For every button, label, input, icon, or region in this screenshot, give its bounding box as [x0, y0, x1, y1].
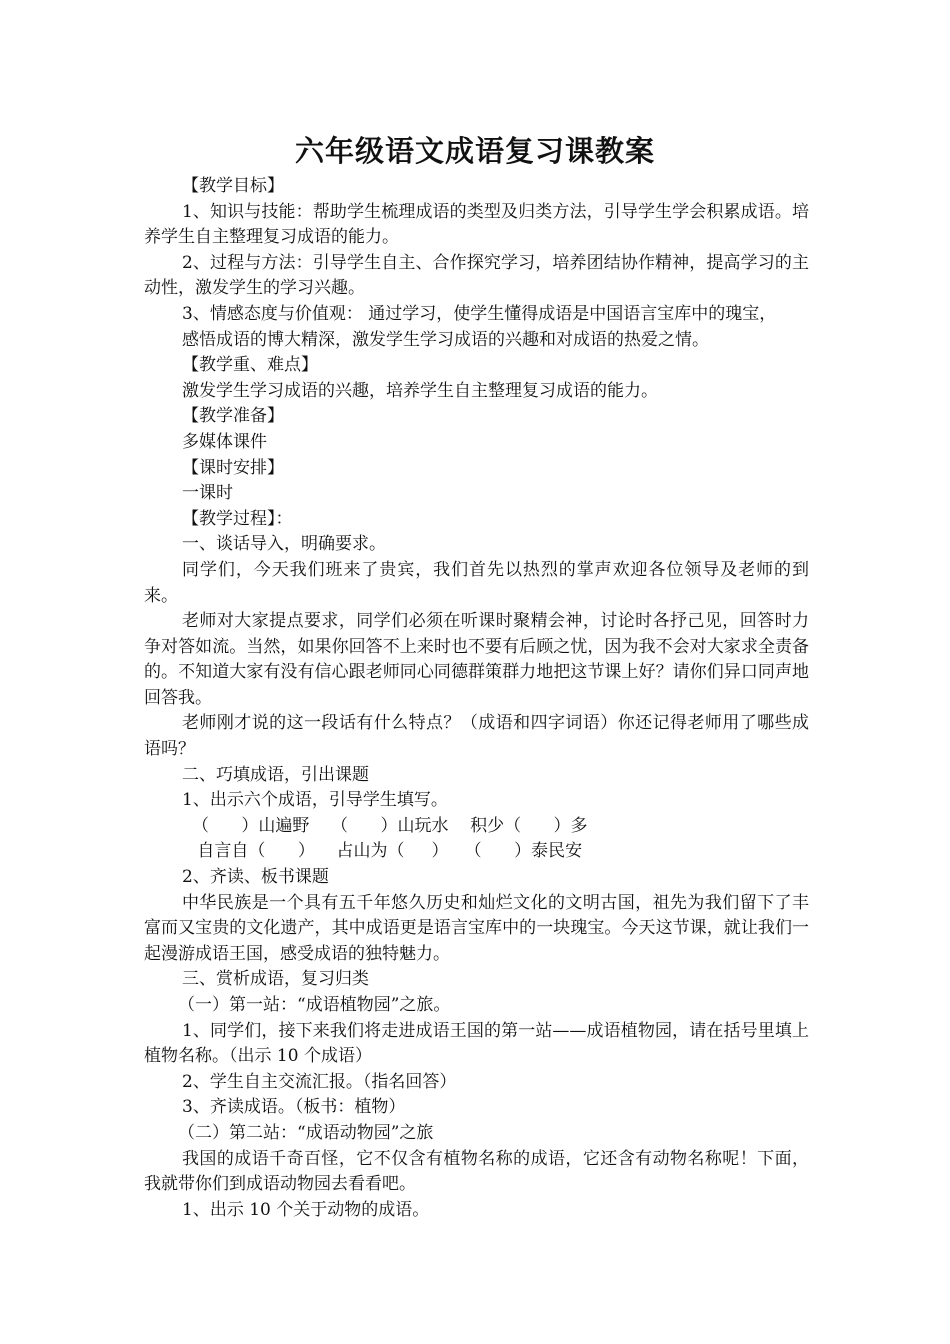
- paragraph: 老师对大家提点要求，同学们必须在听课时聚精会神，讨论时各抒己见，回答时力争对答如流。当然，如果你回答不上来时也不要有后顾之忧，因为我不会对大家求全责备的。不知道大家有没有信心跟老师同心同德群策群力地把这节课上好？请你们异口同声地回答我。: [144, 611, 809, 708]
- fill-in-line: 自言自（ ） 占山为（ ） （ ）泰民安: [192, 841, 583, 862]
- paragraph: 感悟成语的博大精深，激发学生学习成语的兴趣和对成语的热爱之情。: [182, 329, 709, 350]
- paragraph: 老师刚才说的这一段话有什么特点？（成语和四字词语）你还记得老师用了哪些成语吗？: [144, 713, 809, 760]
- document-title: 六年级语文成语复习课教案: [294, 134, 655, 168]
- section-heading-process: 【教学过程】：: [182, 508, 293, 529]
- step-heading: 三、赏析成语，复习归类: [182, 969, 369, 990]
- section-heading-schedule: 【课时安排】: [182, 457, 284, 478]
- section-heading-preparation: 【教学准备】: [182, 406, 284, 427]
- paragraph: 1、知识与技能：帮助学生梳理成语的类型及归类方法，引导学生学会积累成语。培养学生自主整理复习成语的能力。: [144, 201, 809, 248]
- paragraph: 激发学生学习成语的兴趣，培养学生自主整理复习成语的能力。: [182, 380, 658, 401]
- paragraph: 3、情感态度与价值观： 通过学习，使学生懂得成语是中国语言宝库中的瑰宝，: [182, 303, 777, 324]
- section-heading-objectives: 【教学目标】: [182, 176, 284, 196]
- paragraph: 1、出示 10 个关于动物的成语。: [182, 1199, 430, 1220]
- paragraph: 同学们，今天我们班来了贵宾，我们首先以热烈的掌声欢迎各位领导及老师的到来。: [144, 559, 809, 606]
- paragraph: 一课时: [182, 483, 233, 504]
- step-heading: 二、巧填成语，引出课题: [182, 764, 369, 785]
- paragraph: 我国的成语千奇百怪，它不仅含有植物名称的成语，它还含有动物名称呢！下面，我就带你们到成语动物园去看看吧。: [144, 1148, 809, 1195]
- paragraph: 1、同学们，接下来我们将走进成语王国的第一站——成语植物园，请在括号里填上植物名称。（出示 10 个成语）: [144, 1020, 809, 1067]
- paragraph: 多媒体课件: [182, 431, 267, 452]
- paragraph: 中华民族是一个具有五千年悠久历史和灿烂文化的文明古国，祖先为我们留下了丰富而又宝贵的文化遗产，其中成语更是语言宝库中的一块瑰宝。今天这节课，就让我们一起漫游成语王国，感受成语的独特魅力。: [144, 892, 809, 964]
- paragraph: 2、学生自主交流汇报。（指名回答）: [182, 1071, 457, 1092]
- paragraph: 2、过程与方法：引导学生自主、合作探究学习，培养团结协作精神，提高学习的主动性，激发学生的学习兴趣。: [144, 252, 809, 299]
- step-heading: 一、谈话导入，明确要求。: [182, 534, 386, 555]
- section-heading-key-points: 【教学重、难点】: [182, 355, 318, 376]
- paragraph: 1、出示六个成语，引导学生填写。: [182, 790, 448, 811]
- paragraph: 2、齐读、板书课题: [182, 867, 329, 888]
- subsection-heading: （一）第一站：“成语植物园”之旅。: [178, 995, 451, 1015]
- subsection-heading: （二）第二站：“成语动物园”之旅: [178, 1122, 434, 1143]
- fill-in-line: （ ）山遍野 （ ）山玩水 积少（ ）多: [192, 815, 588, 836]
- document-body: [144, 174, 809, 1223]
- paragraph: 3、齐读成语。（板书：植物）: [182, 1097, 406, 1118]
